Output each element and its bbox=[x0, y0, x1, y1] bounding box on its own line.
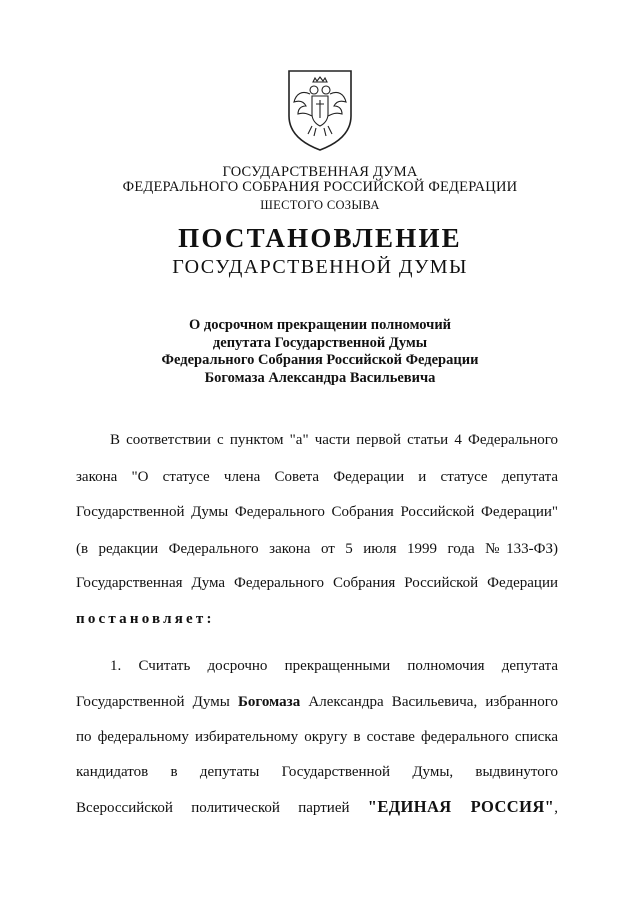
item-line: по федеральному избирательному округу в составе федерального списка bbox=[76, 729, 558, 745]
subject-line: Богомаза Александра Васильевича bbox=[204, 370, 436, 386]
organization-parliament: ФЕДЕРАЛЬНОГО СОБРАНИЯ РОССИЙСКОЙ ФЕДЕРАЦИИ bbox=[122, 179, 518, 195]
item-text: Александра Васильевича, избранного bbox=[300, 694, 558, 710]
document-issuer: ГОСУДАРСТВЕННОЙ ДУМЫ bbox=[172, 256, 468, 278]
item-text: , bbox=[554, 800, 558, 816]
convocation: ШЕСТОГО СОЗЫВА bbox=[260, 198, 380, 212]
resolves-word: постановляет: bbox=[76, 611, 215, 627]
subject-line: депутата Государственной Думы bbox=[212, 335, 428, 351]
preamble-line: Государственной Думы Федерального Собрания Российской Федерации" bbox=[76, 504, 558, 520]
item-line bbox=[76, 797, 558, 818]
preamble-line: В соответствии с пунктом "а" части первой статьи 4 Федерального bbox=[110, 432, 558, 448]
organization-name: ГОСУДАРСТВЕННАЯ ДУМА bbox=[222, 164, 418, 180]
preamble-line: закона "О статусе члена Совета Федерации и статусе депутата bbox=[76, 469, 558, 485]
party-name: "ЕДИНАЯ РОССИЯ" bbox=[367, 797, 555, 816]
item-line: 1. Считать досрочно прекращенными полномочия депутата bbox=[110, 658, 558, 674]
item-text: Всероссийской политической партией bbox=[76, 800, 368, 816]
deputy-surname: Богомаза bbox=[237, 694, 301, 710]
item-text: Государственной Думы bbox=[76, 694, 238, 710]
coat-of-arms-emblem-icon bbox=[286, 68, 354, 152]
item-line: кандидатов в депутаты Государственной Думы, выдвинутого bbox=[76, 764, 558, 780]
preamble-line: Государственная Дума Федерального Собрания Российской Федерации bbox=[76, 575, 558, 591]
subject-line: Федерального Собрания Российской Федерации bbox=[161, 352, 479, 368]
subject-line: О досрочном прекращении полномочий bbox=[188, 317, 452, 333]
document-type-title: ПОСТАНОВЛЕНИЕ bbox=[178, 223, 462, 253]
preamble-line: (в редакции Федерального закона от 5 июля 1999 года №133-ФЗ) bbox=[76, 541, 558, 557]
item-line bbox=[76, 692, 558, 712]
